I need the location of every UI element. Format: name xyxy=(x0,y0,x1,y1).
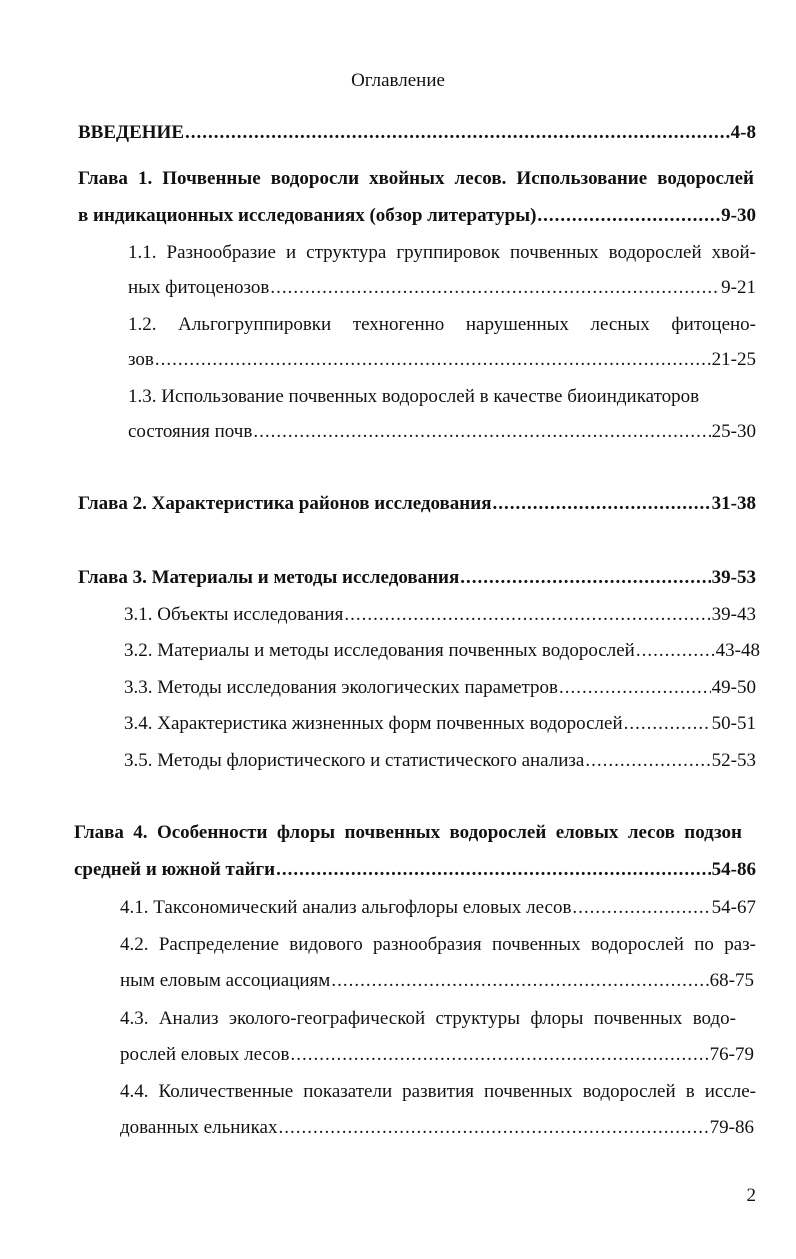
toc-chapter-1-title[interactable]: Глава 1. Почвенные водоросли хвойных лесов. Использование водорослей xyxy=(78,168,754,189)
toc-entry-section-1-3[interactable] xyxy=(128,418,756,446)
toc-entry-pages: 54-67 xyxy=(711,897,756,918)
toc-entry-label: Глава 2. Характеристика районов исследования xyxy=(78,493,492,514)
toc-entry-pages: 79-86 xyxy=(709,1117,754,1138)
toc-entry-chapter-1[interactable] xyxy=(78,202,756,230)
toc-entry-pages: 43-48 xyxy=(715,640,760,661)
toc-entry-intro[interactable] xyxy=(78,119,756,147)
page-title: Оглавление xyxy=(351,70,445,91)
toc-entry-pages: 39-43 xyxy=(711,604,756,625)
dot-leader xyxy=(585,747,710,775)
toc-entry-section-1-2[interactable] xyxy=(128,346,756,374)
toc-entry-pages: 9-30 xyxy=(721,205,756,226)
toc-entry-label: в индикационных исследованиях (обзор литературы) xyxy=(78,205,537,226)
dot-leader xyxy=(185,119,730,147)
toc-entry-label: дованных ельниках xyxy=(120,1117,278,1138)
toc-entry-section-3-5[interactable] xyxy=(124,747,756,775)
toc-entry-label: 3.5. Методы флористического и статистического анализа xyxy=(124,750,585,771)
toc-entry-pages: 4-8 xyxy=(730,122,756,143)
page-number: 2 xyxy=(746,1185,756,1206)
dot-leader xyxy=(253,418,710,446)
toc-section-1-1-title[interactable]: 1.1. Разнообразие и структура группировок почвенных водорослей хвой- xyxy=(128,242,756,263)
dot-leader xyxy=(276,856,711,884)
toc-entry-section-4-3[interactable] xyxy=(120,1041,754,1069)
toc-entry-pages: 52-53 xyxy=(711,750,756,771)
toc-entry-label: Глава 3. Материалы и методы исследования xyxy=(78,567,460,588)
toc-entry-label: состояния почв xyxy=(128,421,253,442)
dot-leader xyxy=(344,601,710,629)
toc-entry-section-4-2[interactable] xyxy=(120,967,754,995)
toc-entry-label: ным еловым ассоциациям xyxy=(120,970,331,991)
toc-entry-section-3-4[interactable] xyxy=(124,710,756,738)
dot-leader xyxy=(624,710,711,738)
dot-leader xyxy=(572,894,710,922)
toc-section-4-4-title[interactable]: 4.4. Количественные показатели развития почвенных водорослей в иссле- xyxy=(120,1081,756,1102)
dot-leader xyxy=(270,274,720,302)
toc-entry-chapter-3[interactable] xyxy=(78,564,756,592)
dot-leader xyxy=(559,674,711,702)
toc-chapter-4-title[interactable]: Глава 4. Особенности флоры почвенных водорослей еловых лесов подзон xyxy=(74,822,742,843)
toc-entry-pages: 9-21 xyxy=(721,277,756,298)
toc-entry-chapter-2[interactable] xyxy=(78,490,756,518)
toc-entry-pages: 76-79 xyxy=(709,1044,754,1065)
dot-leader xyxy=(331,967,708,995)
toc-section-1-2-title[interactable]: 1.2. Альгогруппировки техногенно нарушенных лесных фитоцено- xyxy=(128,314,756,335)
toc-entry-label: 3.3. Методы исследования экологических параметров xyxy=(124,677,559,698)
toc-entry-pages: 39-53 xyxy=(711,567,756,588)
toc-entry-label: ВВЕДЕНИЕ xyxy=(78,122,184,143)
toc-entry-label: рослей еловых лесов xyxy=(120,1044,290,1065)
toc-entry-chapter-4[interactable] xyxy=(74,856,756,884)
toc-entry-label: 3.1. Объекты исследования xyxy=(124,604,344,625)
toc-entry-pages: 68-75 xyxy=(709,970,754,991)
toc-entry-pages: 50-51 xyxy=(711,713,756,734)
dot-leader xyxy=(278,1114,708,1142)
toc-entry-label: средней и южной тайги xyxy=(74,859,276,880)
toc-section-4-2-title[interactable]: 4.2. Распределение видового разнообразия почвенных водорослей по раз- xyxy=(120,934,756,955)
toc-entry-pages: 54-86 xyxy=(711,859,756,880)
toc-entry-section-3-2[interactable] xyxy=(124,637,760,665)
toc-entry-section-4-1[interactable] xyxy=(120,894,756,922)
toc-section-4-3-title[interactable]: 4.3. Анализ эколого-географической структуры флоры почвенных водо- xyxy=(120,1008,736,1029)
toc-entry-label: 3.2. Материалы и методы исследования почвенных водорослей xyxy=(124,640,635,661)
toc-entry-pages: 49-50 xyxy=(711,677,756,698)
toc-entry-section-3-3[interactable] xyxy=(124,674,756,702)
toc-entry-pages: 25-30 xyxy=(711,421,756,442)
toc-entry-pages: 21-25 xyxy=(711,349,756,370)
toc-entry-label: ных фитоценозов xyxy=(128,277,270,298)
toc-entry-label: зов xyxy=(128,349,154,370)
toc-entry-label: 3.4. Характеристика жизненных форм почвенных водорослей xyxy=(124,713,623,734)
toc-entry-label: 4.1. Таксономический анализ альгофлоры еловых лесов xyxy=(120,897,572,918)
toc-entry-section-4-4[interactable] xyxy=(120,1114,754,1142)
toc-section-1-3-title[interactable]: 1.3. Использование почвенных водорослей в качестве биоиндикаторов xyxy=(128,386,700,407)
toc-entry-pages: 31-38 xyxy=(711,493,756,514)
dot-leader xyxy=(155,346,711,374)
toc-entry-section-3-1[interactable] xyxy=(124,601,756,629)
dot-leader xyxy=(460,564,710,592)
dot-leader xyxy=(290,1041,708,1069)
dot-leader xyxy=(636,637,715,665)
dot-leader xyxy=(537,202,720,230)
dot-leader xyxy=(492,490,710,518)
toc-entry-section-1-1[interactable] xyxy=(128,274,756,302)
